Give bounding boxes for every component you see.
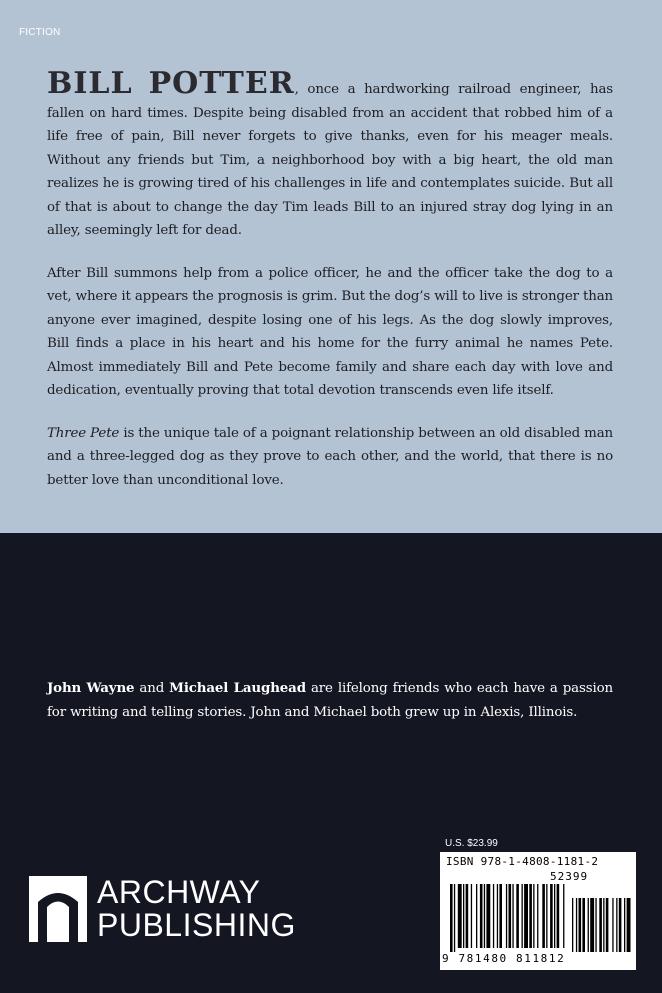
protagonist-name: BILL POTTER <box>47 66 295 101</box>
bio-text: are lifelong friends who each have a passion for writing and telling stories. John and Michael both grew up in Alexis, Illinois. <box>47 681 613 720</box>
blurb-paragraph-3-text: is the unique tale of a poignant relationship between an old disabled man and a three-legged dog as they prove to each other, and the world, that there is no better love than unconditional love. <box>47 425 614 488</box>
price-label: U.S. $23.99 <box>445 838 498 849</box>
blurb-paragraph-1 <box>47 66 614 243</box>
isbn-number: ISBN 978-1-4808-1181-2 <box>446 855 599 868</box>
blurb-text <box>47 66 614 511</box>
bio-conjunction: and <box>134 681 170 696</box>
blurb-paragraph-2: After Bill summons help from a police officer, he and the officer take the dog to a vet, where it appears the prognosis is grim. But the dog’s will to live is stronger than anyone ever imagined, despite losing one of his legs. As the dog slowly improves, Bill finds a place in his heart and his home for the furry animal he names Pete. Almost immediately Bill and Pete become family and share each day with love and dedication, eventually proving that total devotion transcends even life itself. <box>47 265 613 398</box>
blurb-paragraph-1-text: , once a hardworking railroad engineer, has fallen on hard times. Despite being disabled from an accident that robbed him of a life free of pain, Bill never forgets to give thanks, even for his meager meals. Without any friends but Tim, a neighborhood boy with a big heart, the old man realizes he is growing tired of his challenges in life and contemplates suicide. But all of that is about to change the day Tim leads Bill to an injured stray dog lying in an alley, seemingly left for dead. <box>47 82 614 238</box>
author-name-1: John Wayne <box>47 680 135 696</box>
isbn-barcode <box>440 852 636 970</box>
book-title-italic: Three Pete <box>47 425 120 441</box>
genre-label: FICTION <box>19 27 61 38</box>
archway-arch-icon <box>29 876 87 942</box>
ean-digits: 9 781480 811812 <box>442 952 566 965</box>
author-bio <box>47 677 613 724</box>
blurb-paragraph-3 <box>47 422 613 493</box>
author-name-2: Michael Laughead <box>169 680 306 696</box>
barcode-bars <box>444 884 632 952</box>
publisher-logo <box>29 876 299 946</box>
publisher-name-line-1: ARCHWAY <box>97 874 261 910</box>
publisher-name-line-2: PUBLISHING <box>97 907 296 943</box>
price-code: 52399 <box>550 870 589 883</box>
